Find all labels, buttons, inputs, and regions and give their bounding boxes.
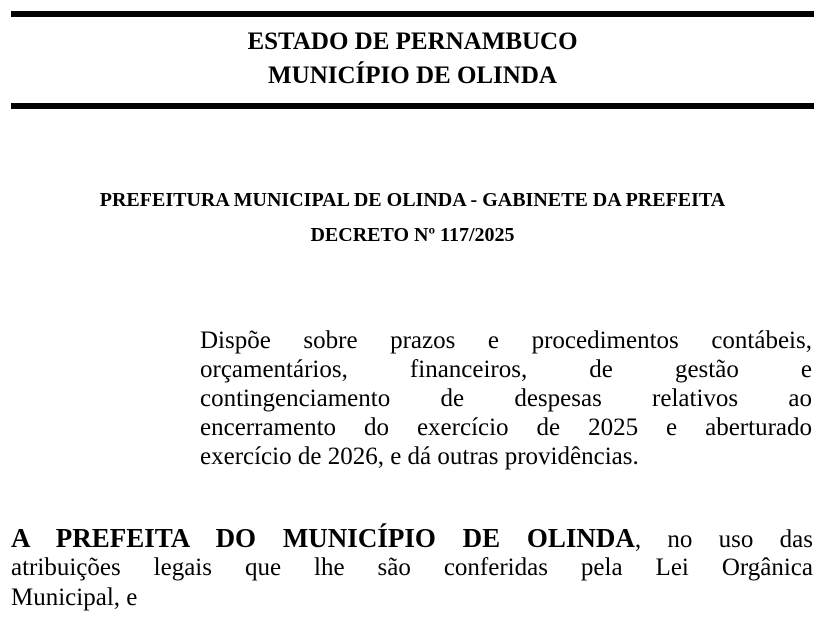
- summary-line: exercício de 2026, e dá outras providências.: [200, 443, 639, 470]
- preamble-line: atribuições legais que lhe são conferidas pela Lei Orgânica: [11, 554, 813, 581]
- header-top-rule: [11, 11, 814, 17]
- summary-line: orçamentários, financeiros, de gestão e: [200, 356, 812, 383]
- decree-summary: [200, 326, 812, 471]
- authority-name: A PREFEITA DO MUNICÍPIO DE OLINDA: [11, 523, 635, 553]
- preamble-line: Municipal, e: [11, 584, 138, 611]
- summary-line: contingenciamento de despesas relativos ao: [200, 385, 812, 412]
- preamble-text: , no uso das: [634, 526, 813, 553]
- summary-line: Dispõe sobre prazos e procedimentos contábeis,: [200, 327, 812, 354]
- decree-preamble: [11, 523, 813, 613]
- summary-line: encerramento do exercício de 2025 e aberturado: [200, 414, 812, 441]
- decree-number: DECRETO Nº 117/2025: [310, 224, 515, 246]
- preamble-line: [11, 523, 813, 553]
- state-heading: ESTADO DE PERNAMBUCO: [247, 28, 578, 55]
- office-title: PREFEITURA MUNICIPAL DE OLINDA - GABINETE DA PREFEITA: [99, 189, 726, 211]
- header-bottom-rule: [11, 103, 814, 109]
- municipality-heading: MUNICÍPIO DE OLINDA: [268, 62, 557, 89]
